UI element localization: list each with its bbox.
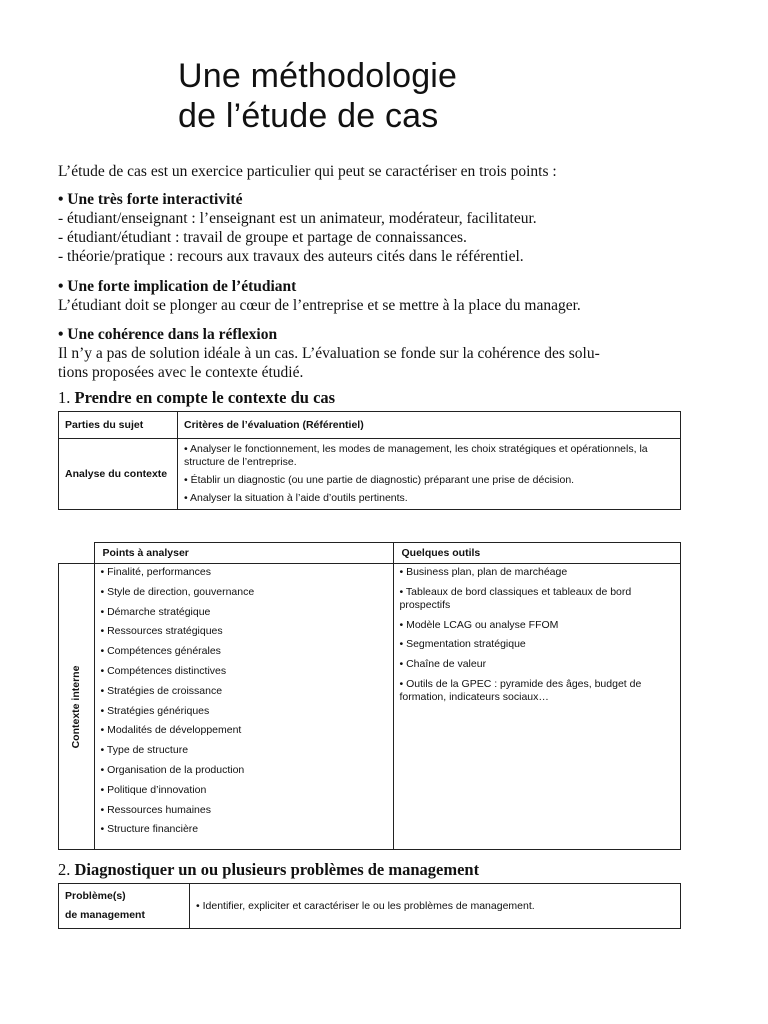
context-criteria-table xyxy=(58,411,681,510)
point-implication xyxy=(58,277,684,315)
title-line-1: Une méthodologie xyxy=(178,57,458,95)
list-item: • Tableaux de bord classiques et tableaux de bord prospectifs xyxy=(399,585,632,611)
point-line: - étudiant/étudiant : travail de groupe et partage de connaissances. xyxy=(58,229,467,246)
point-line: L’étudiant doit se plonger au cœur de l’entreprise et se mettre à la place du manager. xyxy=(58,297,581,314)
list-item: • Analyser la situation à l’aide d’outils pertinents. xyxy=(184,492,408,504)
criteria-cell xyxy=(178,439,681,510)
point-heading: • Une cohérence dans la réflexion xyxy=(58,326,278,343)
list-item: • Politique d’innovation xyxy=(100,783,207,796)
list-item: • Stratégies de croissance xyxy=(100,684,223,697)
list-item: • Ressources humaines xyxy=(100,803,211,816)
points-cell xyxy=(94,564,393,850)
tools-cell xyxy=(393,564,681,850)
title-line-2: de l’étude de cas xyxy=(178,97,439,135)
vertical-row-label xyxy=(59,564,95,850)
list-item: • Type de structure xyxy=(100,744,189,757)
point-interactivite xyxy=(58,190,684,266)
internal-context-table xyxy=(58,542,681,850)
problem-cell: • Identifier, expliciter et caractériser le ou les problèmes de management. xyxy=(190,884,681,929)
table-header: Points à analyser xyxy=(94,543,393,564)
list-item: • Chaîne de valeur xyxy=(399,658,487,671)
section-number: 2. xyxy=(58,860,71,879)
list-item: • Structure financière xyxy=(100,823,199,836)
point-heading: • Une forte implication de l’étudiant xyxy=(58,278,297,295)
point-line: - théorie/pratique : recours aux travaux des auteurs cités dans le référentiel. xyxy=(58,248,524,265)
list-item: • Business plan, plan de marchéage xyxy=(399,566,568,578)
list-item: • Segmentation stratégique xyxy=(399,638,526,651)
section-1-heading xyxy=(58,388,335,408)
section-number: 1. xyxy=(58,388,71,407)
intro-paragraph xyxy=(58,162,684,181)
row-label-line: de management xyxy=(65,909,145,921)
row-label: Contexte interne xyxy=(70,665,83,749)
point-coherence xyxy=(58,325,684,382)
point-line: Il n’y a pas de solution idéale à un cas. L’évaluation se fonde sur la cohérence des solu- xyxy=(58,345,600,362)
management-problem-table xyxy=(58,883,681,929)
row-label xyxy=(59,884,190,929)
list-item: • Style de direction, gouvernance xyxy=(100,585,255,598)
section-title: Diagnostiquer un ou plusieurs problèmes de management xyxy=(74,860,480,879)
list-item: • Ressources stratégiques xyxy=(100,625,223,638)
point-heading: • Une très forte interactivité xyxy=(58,191,243,208)
point-line: - étudiant/enseignant : l’enseignant est un animateur, modérateur, facilitateur. xyxy=(58,210,537,227)
row-label-line: Problème(s) xyxy=(65,890,126,902)
list-item: • Compétences générales xyxy=(100,645,221,658)
row-label: Analyse du contexte xyxy=(59,439,178,510)
list-item: • Outils de la GPEC : pyramide des âges, budget de formation, indicateurs sociaux… xyxy=(399,677,642,703)
table-header: Quelques outils xyxy=(393,543,681,564)
intro-text: L’étude de cas est un exercice particulier qui peut se caractériser en trois points : xyxy=(58,163,557,180)
list-item: • Démarche stratégique xyxy=(100,605,211,618)
section-title: Prendre en compte le contexte du cas xyxy=(74,388,336,407)
list-item: • Compétences distinctives xyxy=(100,664,227,677)
list-item: • Stratégies génériques xyxy=(100,704,210,717)
list-item: • Analyser le fonctionnement, les modes de management, les choix stratégiques et opérationnels, la structure de l’entreprise. xyxy=(184,443,648,468)
empty-corner xyxy=(59,543,95,564)
point-line: tions proposées avec le contexte étudié. xyxy=(58,364,304,381)
page-title xyxy=(178,56,457,136)
list-item: • Établir un diagnostic (ou une partie de diagnostic) préparant une prise de décision. xyxy=(184,474,575,486)
list-item: • Finalité, performances xyxy=(100,566,211,578)
list-item: • Organisation de la production xyxy=(100,763,245,776)
table-header: Parties du sujet xyxy=(59,412,178,439)
list-item: • Modèle LCAG ou analyse FFOM xyxy=(399,618,559,631)
list-item: • Modalités de développement xyxy=(100,724,242,737)
table-header: Critères de l’évaluation (Référentiel) xyxy=(178,412,681,439)
section-2-heading xyxy=(58,860,479,880)
